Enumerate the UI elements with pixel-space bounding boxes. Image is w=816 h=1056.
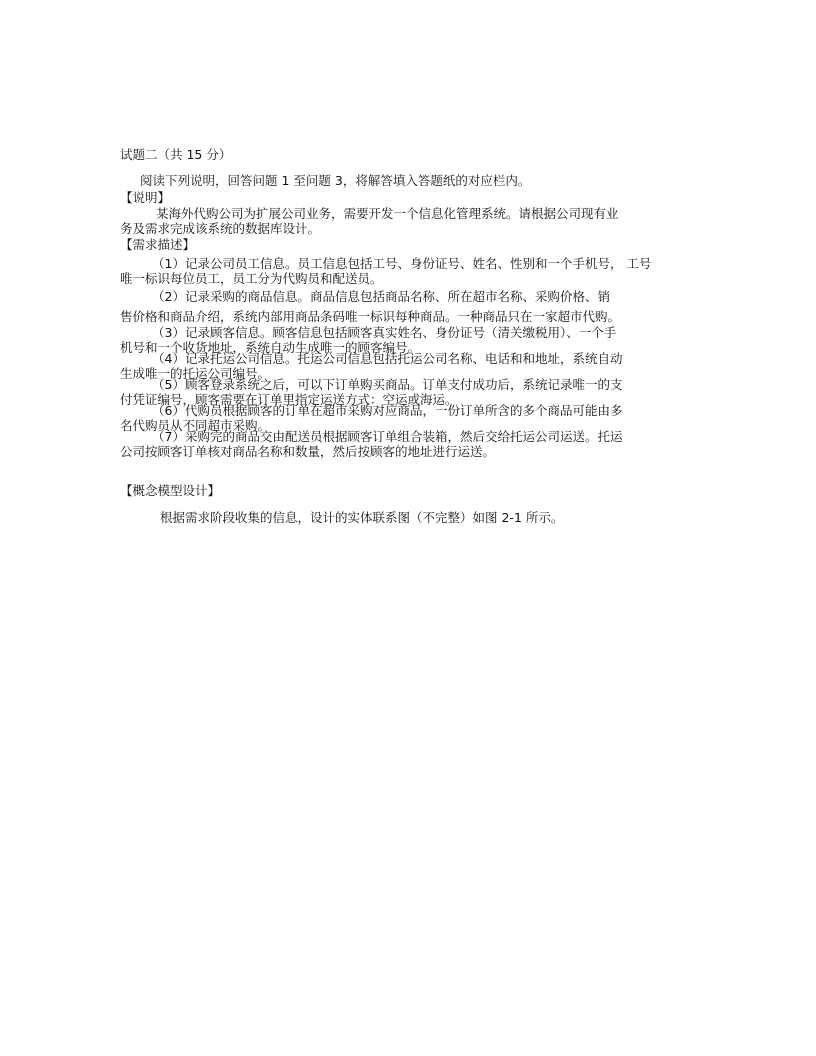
requirement-line: （1）记录公司员工信息。员工信息包括工号、身份证号、姓名、性别和一个手机号， 工号 bbox=[152, 256, 652, 271]
requirement-line: 机号和一个收货地址，系统自动生成唯一的顾客编号。 bbox=[120, 340, 421, 355]
requirement-line: 名代购员从不同超市采购。 bbox=[120, 418, 271, 433]
requirement-line: 唯一标识每位员工，员工分为代购员和配送员。 bbox=[120, 271, 383, 286]
intro-text: 阅读下列说明，回答问题 1 至问题 3，将解答填入答题纸的对应栏内。 bbox=[140, 173, 531, 188]
requirement-line: （3）记录顾客信息。顾客信息包括顾客真实姓名、身份证号（清关缴税用）、一个手 bbox=[152, 325, 617, 340]
explain-line-1: 某海外代购公司为扩展公司业务，需要开发一个信息化管理系统。请根据公司现有业 bbox=[156, 206, 619, 221]
requirement-line: （5）顾客登录系统之后，可以下订单购买商品。订单支付成功后，系统记录唯一的支 bbox=[152, 377, 623, 392]
requirement-line: 公司按顾客订单核对商品名称和数量，然后按顾客的地址进行运送。 bbox=[120, 444, 496, 459]
explain-line-2: 务及需求完成该系统的数据库设计。 bbox=[120, 221, 321, 236]
requirement-line: （7）采购完的商品交由配送员根据顾客订单组合装箱，然后交给托运公司运送。托运 bbox=[152, 429, 623, 444]
requirements-heading: 【需求描述】 bbox=[120, 237, 196, 252]
question-title: 试题二（共 15 分） bbox=[120, 147, 232, 162]
model-heading: 【概念模型设计】 bbox=[120, 483, 221, 498]
requirement-line: （2）记录采购的商品信息。商品信息包括商品名称、所在超市名称、采购价格、销 bbox=[152, 289, 610, 304]
requirement-line: （4）记录托运公司信息。托运公司信息包括托运公司名称、电话和和地址，系统自动 bbox=[152, 351, 623, 366]
requirement-line: 生成唯一的托运公司编号。 bbox=[120, 366, 271, 381]
explain-heading: 【说明】 bbox=[120, 190, 171, 205]
requirement-line: 售价格和商品介绍，系统内部用商品条码唯一标识每种商品。一种商品只在一家超市代购。 bbox=[120, 309, 621, 324]
model-text: 根据需求阶段收集的信息，设计的实体联系图（不完整）如图 2-1 所示。 bbox=[160, 510, 564, 525]
requirement-line: （6）代购员根据顾客的订单在超市采购对应商品，一份订单所含的多个商品可能由多 bbox=[152, 403, 623, 418]
requirement-line: 付凭证编号，顾客需要在订单里指定运送方式：空运或海运。 bbox=[120, 392, 458, 407]
